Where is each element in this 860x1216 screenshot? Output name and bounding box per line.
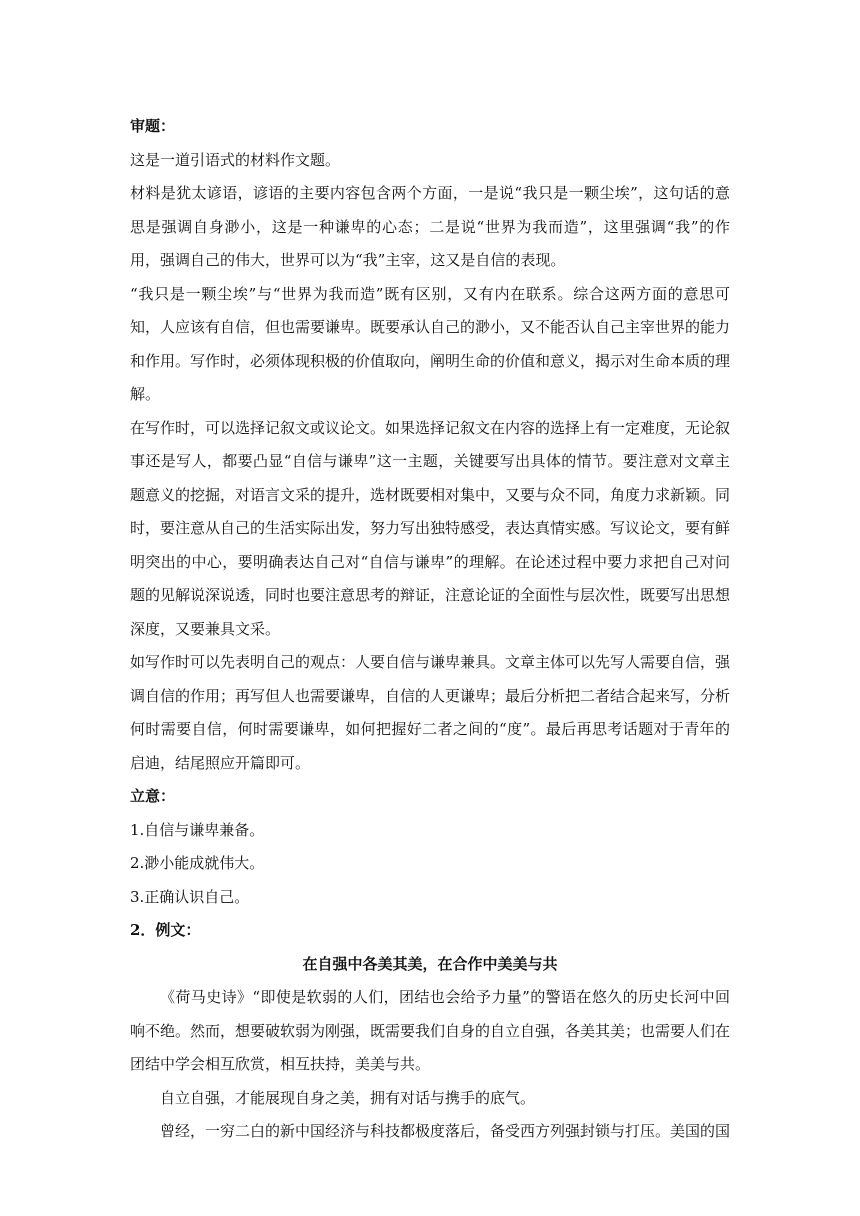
list-item: 1.自信与谦卑兼备。 [130,820,265,839]
paragraph: 在写作时，可以选择记叙文或议论文。如果选择记叙文在内容的选择上有一定难度，无论叙事还是写人，都要凸显“自信与谦卑”这一主题，关键要写出具体的情节。要注意对文章主题意义的挖掘，对语言文采的提升，选材既要相对集中，又要与众不同，角度力求新颖。同时，要注意从自己的生活实际出发，努力写出独特感受，表达真情实感。写议论文，要有鲜明突出的中心，要明确表达自己对“自信与谦卑”的理解。在论述过程中要力求把自己对问题的见解说深说透，同时也要注意思考的辩证，注意论证的全面性与层次性，既要写出思想深度，又要兼具文采。 [130,418,731,638]
section-heading-shenti: 审题： [130,117,176,135]
paragraph: 材料是犹太谚语，谚语的主要内容包含两个方面，一是说“我只是一颗尘埃”，这句话的意思是强调自身渺小，这是一种谦卑的心态；二是说“世界为我而造”，这里强调“我”的作用，强调自己的伟大，世界可以为“我”主宰，这又是自信的表现。 [130,184,730,269]
essay-paragraph: 曾经，一穷二白的新中国经济与科技都极度落后，备受西方列强封锁与打压。美国的国 [160,1122,731,1140]
essay-paragraph: 自立自强，才能展现自身之美，拥有对话与携手的底气。 [160,1088,536,1107]
paragraph: 如写作时可以先表明自己的观点：人要自信与谦卑兼具。文章主体可以先写人需要自信，强调自信的作用；再写但人也需要谦卑，自信的人更谦卑；最后分析把二者结合起来写，分析何时需要自信，何时需要谦卑，如何把握好二者之间的“度”。最后再思考话题对于青年的启迪，结尾照应开篇即可。 [130,653,731,772]
essay-paragraph: 《荷马史诗》“即使是软弱的人们，团结也会给予力量”的警语在悠久的历史长河中回响不绝。然而，想要破软弱为刚强，既需要我们自身的自立自强，各美其美；也需要人们在团结中学会相互欣赏，相互扶持，美美与共。 [130,988,731,1073]
paragraph: 这是一道引语式的材料作文题。 [130,150,341,169]
document-body [130,110,730,1149]
section-heading-liwen: 2．例文： [130,921,201,939]
list-item: 3.正确认识自己。 [130,887,250,906]
essay-title: 在自强中各美其美，在合作中美美与共 [302,954,558,973]
paragraph: “我只是一颗尘埃”与“世界为我而造”既有区别，又有内在联系。综合这两方面的意思可知，人应该有自信，但也需要谦卑。既要承认自己的渺小，又不能否认自己主宰世界的能力和作用。写作时，必须体现积极的价值取向，阐明生命的价值和意义，揭示对生命本质的理解。 [130,284,731,403]
list-item: 2.渺小能成就伟大。 [130,854,265,872]
section-heading-liyi: 立意： [130,787,176,805]
